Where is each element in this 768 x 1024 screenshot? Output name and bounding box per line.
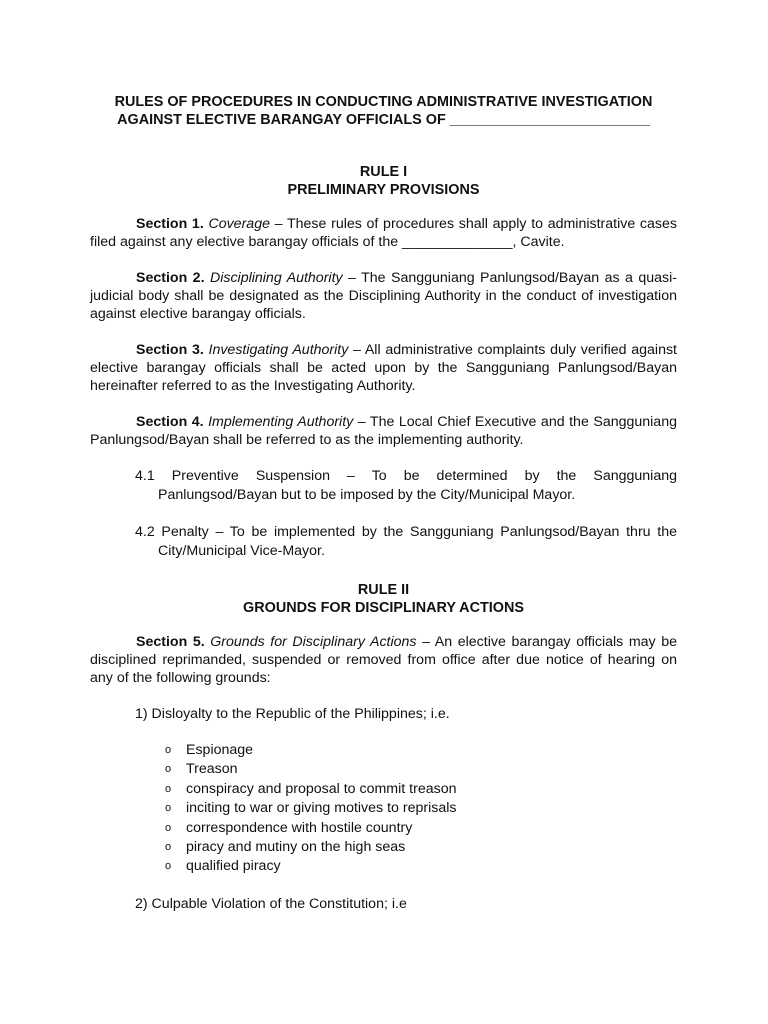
subsection-4-1: 4.1 Preventive Suspension – To be determined by the Sangguniang Panlungsod/Bayan but to be imposed by the City/Municipal Mayor.: [135, 468, 677, 503]
bullet-icon: o: [165, 802, 172, 815]
section-1-text: – These rules of procedures shall apply to administrative cases filed against any elective barangay officials of the ______________, Cavite.: [90, 216, 677, 250]
list-item-text: Treason: [186, 761, 238, 778]
bullet-icon: o: [165, 821, 172, 834]
ground-1-bullet-list: [90, 741, 677, 877]
rule-1-heading: PRELIMINARY PROVISIONS: [287, 182, 480, 198]
section-2-label: Section 2.: [136, 270, 205, 286]
section-1-paragraph: [90, 215, 677, 251]
section-3-term: Investigating Authority: [208, 342, 349, 358]
list-item: [165, 741, 677, 760]
section-3-text: – All administrative complaints duly verified against elective barangay officials shall be acted upon by the Sangguniang Panlungsod/Bayan hereinafter referred to as the Investigating Authority.: [90, 342, 677, 394]
rule-1-number: RULE I: [359, 164, 408, 180]
list-item-text: correspondence with hostile country: [186, 819, 413, 836]
document-page: [90, 93, 677, 913]
section-3-paragraph: [90, 341, 677, 395]
section-1-term: Coverage: [208, 216, 270, 232]
list-item: [165, 780, 677, 799]
ground-item-2: 2) Culpable Violation of the Constitution; i.e: [135, 895, 407, 912]
bullet-icon: o: [165, 782, 172, 795]
list-item-text: piracy and mutiny on the high seas: [186, 839, 406, 856]
list-item-text: conspiracy and proposal to commit treason: [186, 780, 457, 797]
section-2-text: – The Sangguniang Panlungsod/Bayan as a quasi-judicial body shall be designated as the Disciplining Authority in the conduct of investigation against elective barangay officials.: [90, 270, 677, 322]
section-4-text: – The Local Chief Executive and the Sangguniang Panlungsod/Bayan shall be referred to as the implementing authority.: [90, 414, 677, 448]
section-5-paragraph: [90, 633, 677, 687]
section-5-label: Section 5.: [136, 634, 205, 650]
section-2-paragraph: [90, 269, 677, 323]
bullet-icon: o: [165, 744, 172, 756]
ground-item-1: 1) Disloyalty to the Republic of the Philippines; i.e.: [135, 706, 450, 722]
section-4-label: Section 4.: [136, 414, 204, 430]
section-4-term: Implementing Authority: [208, 414, 354, 430]
section-2-term: Disciplining Authority: [209, 270, 343, 286]
list-item: [165, 819, 677, 838]
rule-2-heading: GROUNDS FOR DISCIPLINARY ACTIONS: [243, 600, 524, 616]
section-5-text: – An elective barangay officials may be disciplined reprimanded, suspended or removed from office after due notice of hearing on any of the following grounds:: [90, 634, 677, 686]
list-item: [165, 857, 677, 876]
subsection-4-2: 4.2 Penalty – To be implemented by the Sangguniang Panlungsod/Bayan thru the City/Municipal Vice-Mayor.: [135, 524, 677, 559]
list-item: [165, 760, 677, 779]
list-item: [165, 799, 677, 818]
list-item-text: qualified piracy: [186, 858, 281, 875]
section-5-term: Grounds for Disciplinary Actions: [210, 634, 417, 650]
bullet-icon: o: [165, 860, 172, 873]
document-title-line-2: AGAINST ELECTIVE BARANGAY OFFICIALS OF _________________________: [117, 112, 650, 128]
section-3-label: Section 3.: [136, 342, 204, 358]
document-title-line-1: RULES OF PROCEDURES IN CONDUCTING ADMINISTRATIVE INVESTIGATION: [114, 94, 653, 110]
section-1-label: Section 1.: [136, 216, 204, 232]
list-item-text: inciting to war or giving motives to reprisals: [186, 800, 457, 817]
list-item-text: Espionage: [186, 742, 254, 758]
rule-2-number: RULE II: [357, 582, 410, 598]
bullet-icon: o: [165, 841, 172, 854]
bullet-icon: o: [165, 763, 172, 776]
list-item: [165, 838, 677, 857]
section-4-paragraph: [90, 413, 677, 449]
